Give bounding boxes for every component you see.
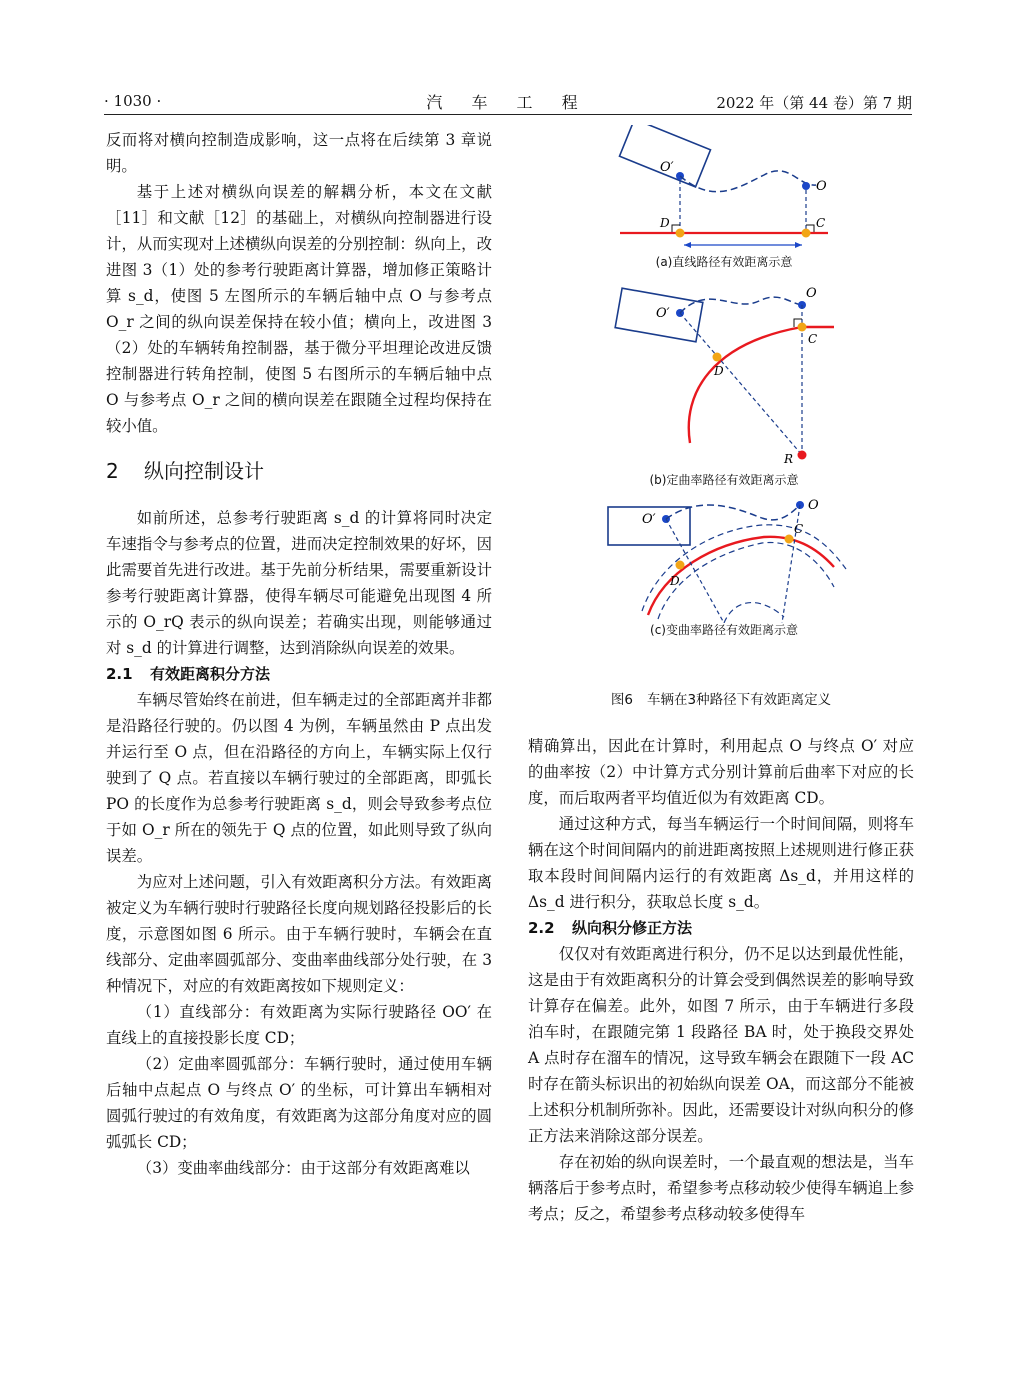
svg-text:R: R: [784, 452, 794, 466]
svg-text:D: D: [670, 574, 680, 588]
subsection-heading: [528, 915, 914, 941]
journal-name: 汽 车 工 程: [426, 93, 590, 112]
caption-b: (b)定曲率路径有效距离示意: [649, 473, 799, 487]
section-heading: [106, 458, 492, 484]
caption-a: (a)直线路径有效距离示意: [655, 255, 793, 269]
subsection-number: 2.1: [106, 665, 133, 683]
projection-d: [676, 561, 685, 570]
projection-c: [802, 229, 811, 238]
figure-title: [528, 688, 914, 708]
left-column: [106, 127, 492, 1181]
paragraph: 仅仅对有效距离进行积分，仍不足以达到最优性能，这是由于有效距离积分的计算会受到偶然误差的影响导致计算存在偏差。此外，如图 7 所示，由于车辆进行多段泊车时，在跟随完第 1 段路径 BA 时，处于换段交界处 A 点时存在溜车的情况，这导致车辆会在跟随下一段 AC 时存在箭头标识出的初始纵向误差 OA，而这部分不能被上述积分机制所弥补。因此，还需要设计对纵向积分的修正方法来消除这部分误差。: [528, 945, 914, 1145]
svg-text:O′: O′: [642, 512, 656, 527]
paragraph: 基于上述对横纵向误差的解耦分析，本文在文献［11］和文献［12］的基础上，对横纵向控制器进行设计，从而实现对上述横纵向误差的分别控制：纵向上，改进图 3（1）处的参考行驶距离计算器，增加修正策略计算 s_d，使图 5 左图所示的车辆后轴中点 O 与参考点 O_r 之间的纵向误差保持在较小值；横向上，改进图 3（2）处的车辆转角控制器，基于微分平坦理论改进反馈控制器进行转角控制，使图 5 右图所示的车辆后轴中点 O 与参考点 O_r 之间的横向误差在跟随全过程均保持在较小值。: [106, 183, 492, 435]
projection-c: [798, 323, 807, 332]
subsection-title: 有效距离积分方法: [150, 665, 271, 683]
paragraph: 反而将对横向控制造成影响，这一点将在后续第 3 章说明。: [106, 131, 492, 175]
paragraph: 如前所述，总参考行驶距离 s_d 的计算将同时决定车速指令与参考点的位置，进而决定控制效果的好坏，因此需要首先进行改进。基于先前分析结果，需要重新设计参考行驶距离计算器，使得车辆尽可能避免出现图 4 所示的 O_rQ 表示的纵向误差；若确实出现，则能够通过对 s_d 的计算进行调整，达到消除纵向误差的效果。: [106, 509, 492, 657]
caption-c: (c)变曲率路径有效距离示意: [650, 623, 798, 637]
section-title: 纵向控制设计: [144, 459, 264, 483]
page-number: · 1030 ·: [104, 92, 162, 110]
subsection-title: 纵向积分修正方法: [572, 919, 693, 937]
list-item: （3）变曲率曲线部分：由于这部分有效距离难以: [136, 1159, 470, 1177]
projection-c: [785, 535, 794, 544]
subsection-number: 2.2: [528, 919, 555, 937]
label-o-prime: O′: [660, 160, 674, 175]
label-d: D: [660, 216, 670, 230]
svg-text:C: C: [794, 522, 804, 536]
point-o: [802, 182, 810, 190]
list-item: （2）定曲率圆弧部分：车辆行驶时，通过使用车辆后轴中点起点 O 与终点 O′ 的坐标，可计算出车辆相对圆弧行驶过的有效角度，有效距离为这部分角度对应的圆弧弧长 CD；: [106, 1055, 492, 1151]
projection-d: [713, 353, 722, 362]
list-item: （1）直线部分：有效距离为实际行驶路径 OO′ 在直线上的直接投影长度 CD；: [106, 1003, 492, 1047]
diagram-variable-curvature: [584, 499, 864, 623]
paragraph: 通过这种方式，每当车辆运行一个时间间隔，则将车辆在这个时间间隔内的前进距离按照上述规则进行修正获取本段时间间隔内运行的有效距离 Δs_d，并用这样的 Δs_d 进行积分，获取总长度 s_d。: [528, 815, 914, 911]
running-header: [104, 88, 912, 115]
diagram-straight-path: [584, 125, 864, 255]
paragraph: 存在初始的纵向误差时，一个最直观的想法是，当车辆落后于参考点时，希望参考点移动较少使得车辆追上参考点；反之，希望参考点移动较多使得车: [528, 1153, 914, 1223]
center-r: [798, 451, 807, 460]
vehicle-rect: [619, 125, 710, 187]
svg-text:O: O: [808, 499, 819, 513]
paragraph: 精确算出，因此在计算时，利用起点 O 与终点 O′ 对应的曲率按（2）中计算方式分别计算前后曲率下对应的长度，而后取两者平均值近似为有效距离 CD。: [528, 737, 914, 807]
paragraph: 为应对上述问题，引入有效距离积分方法。有效距离被定义为车辆行驶时行驶路径长度向规划路径投影后的长度，示意图如图 6 所示。由于车辆行驶时，车辆会在直线部分、定曲率圆弧部分、变曲率曲线部分处行驶，在 3 种情况下，对应的有效距离按如下规则定义：: [106, 873, 492, 995]
figure-number: 图6: [610, 692, 633, 708]
svg-text:D: D: [714, 364, 724, 378]
projection-d: [676, 229, 685, 238]
right-column: [528, 733, 914, 1227]
label-c: C: [816, 216, 826, 230]
svg-text:O: O: [806, 286, 817, 301]
figure-6: [584, 125, 864, 637]
subsection-heading: [106, 661, 492, 687]
issue-info: 2022 年（第 44 卷）第 7 期: [716, 94, 912, 112]
svg-text:O′: O′: [656, 306, 670, 321]
label-o: O: [816, 179, 827, 194]
paragraph: 车辆尽管始终在前进，但车辆走过的全部距离并非都是沿路径行驶的。仍以图 4 为例，车辆虽然由 P 点出发并运行至 O 点，但在沿路径的方向上，车辆实际上仅行驶到了 Q 点。若直接以车辆行驶过的全部距离，即弧长 PO 的长度作为总参考行驶距离 s_d，则会导致参考点位于如 O_r 所在的领先于 Q 点的位置，如此则导致了纵向误差。: [106, 691, 492, 865]
diagram-constant-curvature: [584, 283, 864, 473]
section-number: 2: [106, 459, 119, 483]
figure-title-text: 车辆在3种路径下有效距离定义: [647, 692, 832, 708]
svg-text:C: C: [808, 332, 818, 346]
